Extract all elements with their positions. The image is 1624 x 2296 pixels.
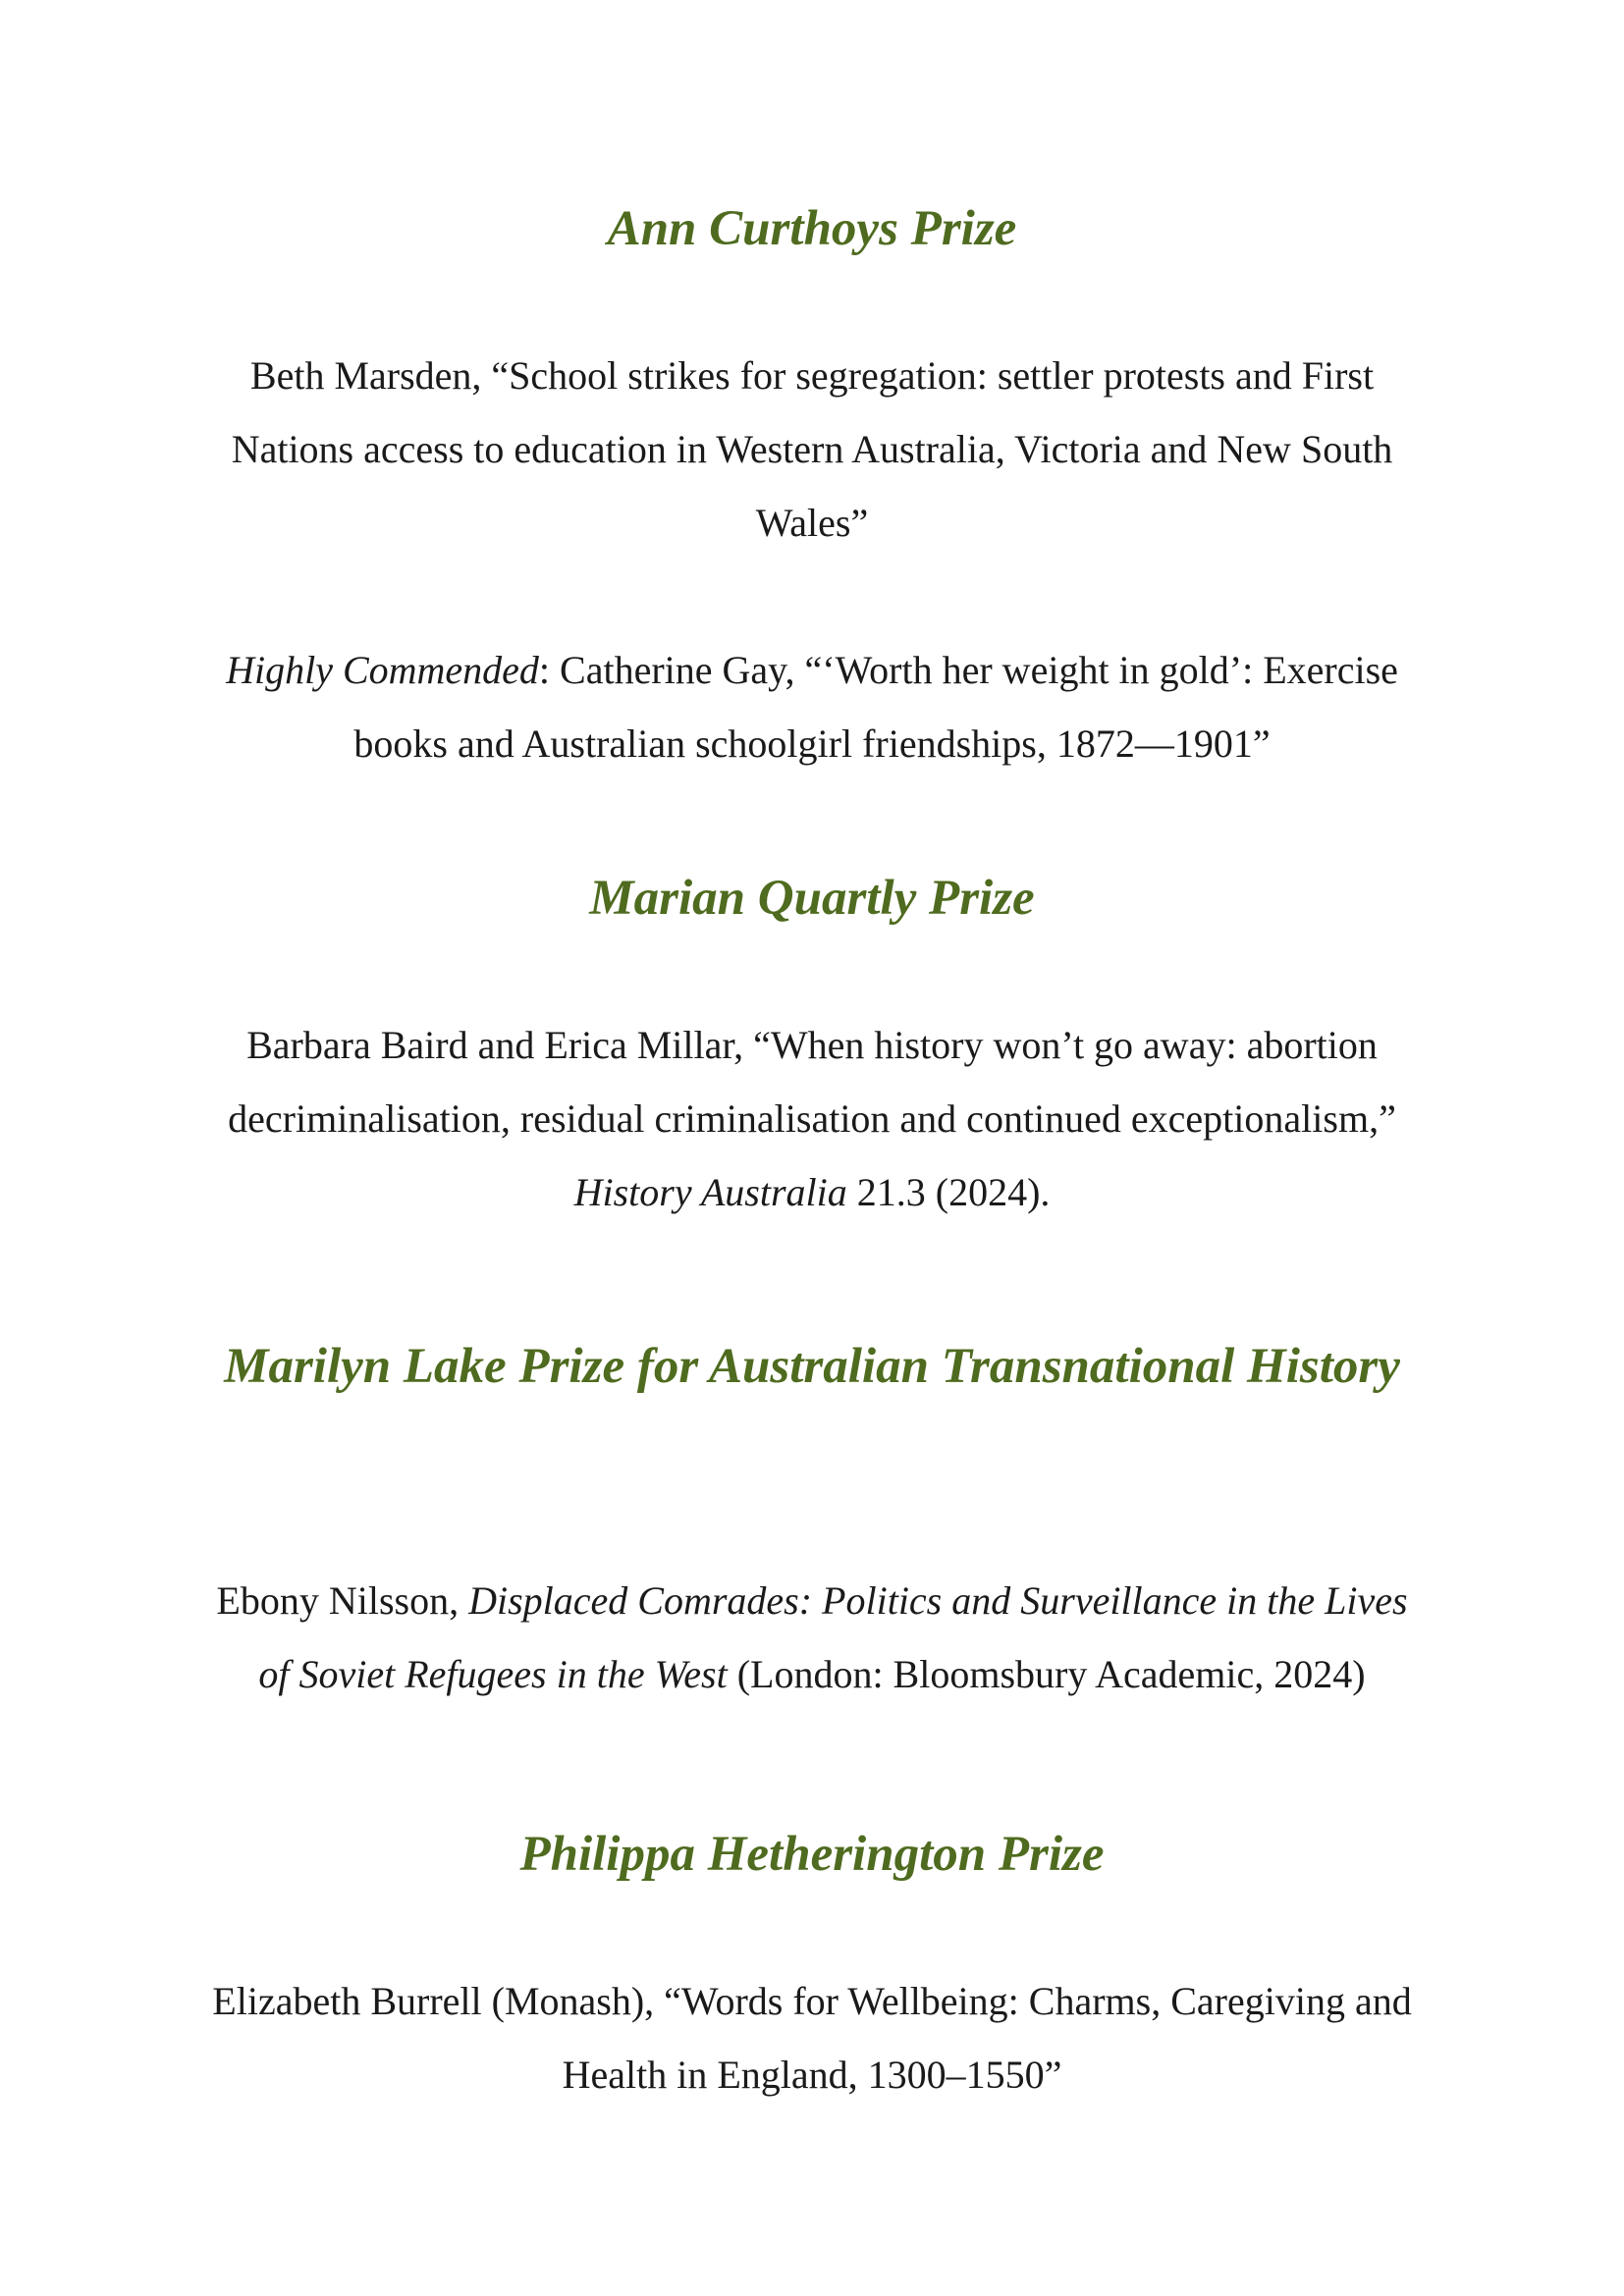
- article-citation: Barbara Baird and Erica Millar, “When history won’t go away: abortion decriminalisation, residual criminalisation and continued exceptionalism,”: [228, 1023, 1396, 1141]
- journal-issue: 21.3 (2024).: [846, 1170, 1051, 1214]
- marian-quartly-prize-heading: Marian Quartly Prize: [589, 871, 1035, 926]
- highly-commended-text: : Catherine Gay, “‘Worth her weight in gold’: Exercise books and Australian schoolgirl friendships, 1872—1901”: [353, 648, 1398, 766]
- philippa-hetherington-prize-winner: Elizabeth Burrell (Monash), “Words for Wellbeing: Charms, Caregiving and Health in England, 1300–1550”: [212, 1979, 1412, 2097]
- marilyn-lake-prize-heading: Marilyn Lake Prize for Australian Transnational History: [224, 1339, 1400, 1394]
- highly-commended-label: Highly Commended: [226, 648, 539, 692]
- book-title: Displaced Comrades: Politics and Surveillance in the Lives of Soviet Refugees in the West: [258, 1578, 1408, 1696]
- journal-title: History Australia: [573, 1170, 847, 1214]
- ann-curthoys-prize-highly-commended: [196, 633, 1428, 780]
- ann-curthoys-prize-winner: Beth Marsden, “School strikes for segregation: settler protests and First Nations access to education in Western Australia, Victoria and New South Wales”: [231, 353, 1393, 545]
- book-author: Ebony Nilsson,: [216, 1578, 469, 1623]
- ann-curthoys-prize-heading: Ann Curthoys Prize: [607, 201, 1017, 256]
- marian-quartly-prize-winner: [196, 1008, 1428, 1229]
- philippa-hetherington-prize-heading: Philippa Hetherington Prize: [519, 1827, 1105, 1882]
- book-publication: (London: Bloomsbury Academic, 2024): [727, 1652, 1366, 1696]
- marilyn-lake-prize-winner: [196, 1564, 1428, 1711]
